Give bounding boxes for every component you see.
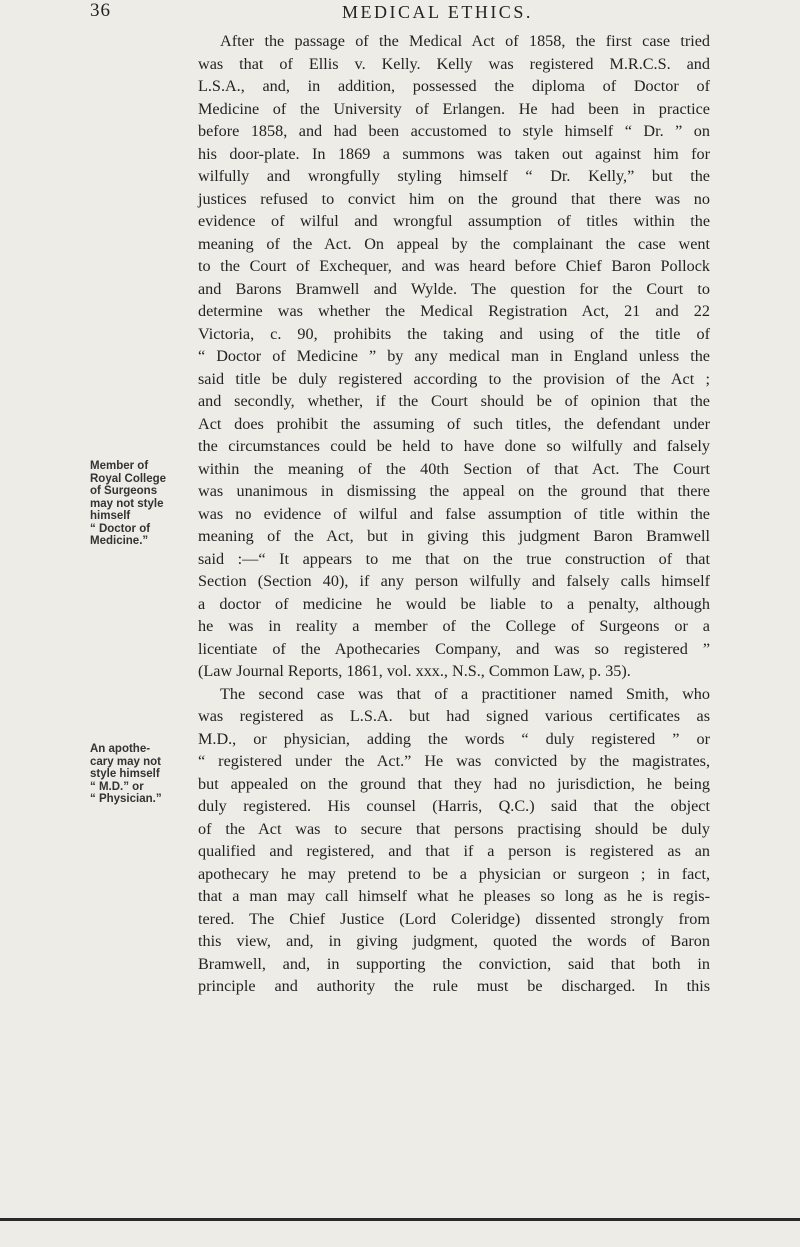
margin-note-line: cary may not bbox=[90, 755, 161, 768]
text-line: After the passage of the Medical Act of 1858, the first case tried bbox=[220, 32, 710, 50]
text-line: the circumstances could be held to have done so wilfully and falsely bbox=[198, 437, 710, 455]
page-number: 36 bbox=[90, 0, 111, 21]
text-line: said title be duly registered according to the provision of the Act ; bbox=[198, 369, 710, 388]
running-head: MEDICAL ETHICS. bbox=[342, 2, 533, 22]
body-text bbox=[198, 30, 710, 998]
text-line: that a man may call himself what he pleases so long as he is regis- bbox=[198, 887, 710, 905]
text-line: “ registered under the Act.” He was convicted by the magistrates, bbox=[198, 752, 710, 770]
margin-note-line: “ Physician.” bbox=[90, 793, 162, 805]
margin-note-line: style himself bbox=[90, 768, 160, 780]
margin-note-line: of Surgeons bbox=[90, 485, 158, 497]
text-line: The second case was that of a practitioner named Smith, who bbox=[220, 684, 710, 703]
margin-note-member-royal-college bbox=[90, 460, 190, 548]
text-line: was registered as L.S.A. but had signed various certificates as bbox=[198, 707, 710, 725]
text-line: L.S.A., and, in addition, possessed the diploma of Doctor of bbox=[198, 77, 710, 95]
text-line: and Barons Bramwell and Wylde. The question for the Court to bbox=[198, 279, 710, 298]
margin-note-line: Member of bbox=[90, 460, 149, 472]
text-line: this view, and, in giving judgment, quoted the words of Baron bbox=[198, 932, 710, 950]
text-line: principle and authority the rule must be discharged. In this bbox=[198, 977, 710, 995]
text-line: was no evidence of wilful and false assumption of title within the bbox=[198, 504, 710, 523]
text-line: but appealed on the ground that they had no jurisdiction, he being bbox=[198, 774, 710, 793]
margin-note-line: himself bbox=[90, 510, 131, 522]
text-line: his door-plate. In 1869 a summons was taken out against him for bbox=[198, 144, 710, 163]
text-line: determine was whether the Medical Registration Act, 21 and 22 bbox=[198, 302, 710, 320]
margin-note-line: may not style bbox=[90, 497, 164, 510]
margin-note-line: “ Doctor of bbox=[90, 522, 151, 535]
margin-note-line: Royal College bbox=[90, 472, 167, 485]
text-line: meaning of the Act, but in giving this judgment Baron Bramwell bbox=[198, 527, 710, 545]
text-line: he was in reality a member of the College of Surgeons or a bbox=[198, 617, 710, 635]
text-line: Victoria, c. 90, prohibits the taking and using of the title of bbox=[198, 324, 710, 343]
paragraph-ellis-v-kelly bbox=[198, 30, 710, 683]
text-line: licentiate of the Apothecaries Company, and was so registered ” bbox=[198, 639, 710, 658]
text-line: duly registered. His counsel (Harris, Q.C.) said that the object bbox=[198, 797, 710, 815]
margin-note-line: “ M.D.” or bbox=[90, 780, 144, 793]
text-line: Act does prohibit the assuming of such titles, the defendant under bbox=[198, 414, 710, 433]
text-line: meaning of the Act. On appeal by the complainant the case went bbox=[198, 234, 710, 253]
text-line: a doctor of medicine he would be liable to a penalty, although bbox=[198, 594, 710, 613]
text-line: “ Doctor of Medicine ” by any medical man in England unless the bbox=[198, 347, 710, 365]
text-line: tered. The Chief Justice (Lord Coleridge) dissented strongly from bbox=[198, 909, 710, 928]
text-line: Bramwell, and, in supporting the conviction, said that both in bbox=[198, 954, 710, 973]
paragraph-smith-case bbox=[198, 683, 710, 998]
text-line: evidence of wilful and wrongful assumption of titles within the bbox=[198, 212, 710, 230]
bottom-rule bbox=[0, 1218, 800, 1221]
margin-note-apothecary bbox=[90, 743, 190, 806]
text-line: M.D., or physician, adding the words “ duly registered ” or bbox=[198, 729, 710, 748]
text-line: qualified and registered, and that if a person is registered as an bbox=[198, 842, 710, 860]
text-line: wilfully and wrongfully styling himself “ Dr. Kelly,” but the bbox=[198, 167, 710, 185]
text-line: was unanimous in dismissing the appeal on the ground that there bbox=[198, 482, 710, 500]
text-line: within the meaning of the 40th Section of that Act. The Court bbox=[198, 459, 710, 478]
margin-note-line: An apothe- bbox=[90, 743, 151, 755]
text-line: said :—“ It appears to me that on the true construction of that bbox=[198, 549, 710, 568]
margin-note-line: Medicine.” bbox=[90, 535, 149, 547]
text-line: of the Act was to secure that persons practising should be duly bbox=[198, 819, 710, 838]
text-line: before 1858, and had been accustomed to style himself “ Dr. ” on bbox=[198, 122, 710, 140]
text-line: Section (Section 40), if any person wilfully and falsely calls himself bbox=[198, 572, 710, 590]
text-line: justices refused to convict him on the ground that there was no bbox=[198, 189, 710, 208]
text-line: apothecary he may pretend to be a physician or surgeon ; in fact, bbox=[198, 864, 710, 883]
page-header bbox=[0, 0, 800, 28]
text-line: was that of Ellis v. Kelly. Kelly was registered M.R.C.S. and bbox=[198, 54, 710, 73]
text-line: (Law Journal Reports, 1861, vol. xxx., N.S., Common Law, p. 35). bbox=[198, 662, 631, 680]
text-line: to the Court of Exchequer, and was heard before Chief Baron Pollock bbox=[198, 257, 710, 275]
text-line: and secondly, whether, if the Court should be of opinion that the bbox=[198, 392, 710, 410]
text-line: Medicine of the University of Erlangen. He had been in practice bbox=[198, 99, 710, 118]
